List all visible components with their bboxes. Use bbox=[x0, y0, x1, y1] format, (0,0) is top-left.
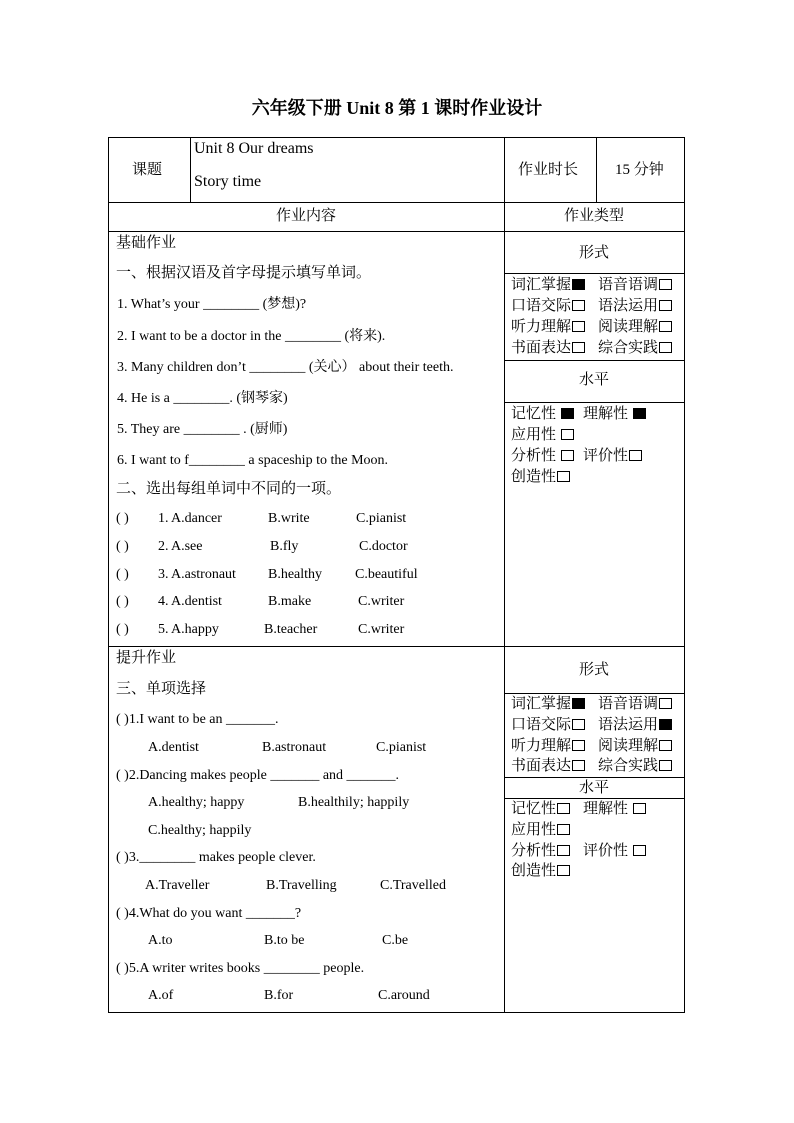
fill-item: 5. They are ________ . (厨师) bbox=[117, 422, 288, 437]
fill-item: 1. What’s your ________ (梦想)? bbox=[117, 297, 307, 312]
level-option-analysis[interactable]: 分析性 bbox=[511, 447, 574, 465]
form-option-reading[interactable]: 阅读理解 bbox=[598, 737, 672, 755]
checkbox[interactable] bbox=[572, 719, 585, 730]
form-option-grammar[interactable]: 语法运用 bbox=[598, 716, 672, 734]
story-title: Story time bbox=[194, 173, 262, 190]
duration-label: 作业时长 bbox=[518, 162, 579, 178]
checkbox[interactable] bbox=[557, 471, 570, 482]
unit-title: Unit 8 Our dreams bbox=[194, 140, 314, 157]
form-option-listening[interactable]: 听力理解 bbox=[511, 318, 585, 336]
level-option-memory[interactable]: 记忆性 bbox=[511, 405, 574, 423]
level-option-application[interactable]: 应用性 bbox=[511, 821, 570, 839]
checkbox[interactable] bbox=[572, 300, 585, 311]
checkbox[interactable] bbox=[659, 342, 672, 353]
level-label: 水平 bbox=[578, 372, 609, 388]
form-option-reading[interactable]: 阅读理解 bbox=[598, 318, 672, 336]
form-option-listening[interactable]: 听力理解 bbox=[511, 737, 585, 755]
mc-option: C.Travelled bbox=[380, 878, 446, 893]
checkbox-checked[interactable] bbox=[659, 719, 672, 730]
type-column-header: 作业类型 bbox=[563, 208, 624, 224]
level-option-application[interactable]: 应用性 bbox=[511, 426, 574, 444]
mc-option: B.Travelling bbox=[266, 878, 337, 893]
form-option-practice[interactable]: 综合实践 bbox=[598, 339, 672, 357]
mc-option: B.to be bbox=[264, 933, 305, 948]
form-option-writing[interactable]: 书面表达 bbox=[511, 339, 585, 357]
form-option-grammar[interactable]: 语法运用 bbox=[598, 297, 672, 315]
checkbox-checked[interactable] bbox=[561, 408, 574, 419]
mc-option: B.astronaut bbox=[262, 740, 327, 755]
mc-question: ( )1.I want to be an _______. bbox=[116, 712, 279, 727]
level-option-memory[interactable]: 记忆性 bbox=[511, 800, 570, 818]
mc-question: ( )5.A writer writes books ________ people. bbox=[116, 961, 365, 976]
form-label: 形式 bbox=[578, 245, 609, 261]
mc-option: B.healthily; happily bbox=[298, 795, 410, 810]
mc-question: ( )4.What do you want _______? bbox=[116, 906, 302, 921]
form-option-pronunciation[interactable]: 语音语调 bbox=[598, 276, 672, 294]
level-option-creation[interactable]: 创造性 bbox=[511, 468, 570, 486]
level-option-creation[interactable]: 创造性 bbox=[511, 862, 570, 880]
checkbox[interactable] bbox=[572, 760, 585, 771]
checkbox[interactable] bbox=[557, 803, 570, 814]
section-3-title: 三、单项选择 bbox=[116, 681, 207, 697]
checkbox[interactable] bbox=[561, 429, 574, 440]
duration-value: 15 分钟 bbox=[615, 162, 664, 178]
checkbox[interactable] bbox=[633, 803, 646, 814]
mc-option: A.Traveller bbox=[145, 878, 210, 893]
mc-question: ( )3.________ makes people clever. bbox=[116, 850, 316, 865]
checkbox[interactable] bbox=[572, 321, 585, 332]
form-option-pronunciation[interactable]: 语音语调 bbox=[598, 695, 672, 713]
level-option-evaluation[interactable]: 评价性 bbox=[583, 842, 646, 860]
level-label: 水平 bbox=[578, 780, 609, 796]
section-2-title: 二、选出每组单词中不同的一项。 bbox=[116, 481, 342, 497]
mc-option: A.of bbox=[148, 988, 174, 1003]
checkbox[interactable] bbox=[659, 740, 672, 751]
level-option-analysis[interactable]: 分析性 bbox=[511, 842, 570, 860]
form-label: 形式 bbox=[578, 662, 609, 678]
mc-option: A.dentist bbox=[148, 740, 199, 755]
checkbox[interactable] bbox=[633, 845, 646, 856]
level-option-understanding[interactable]: 理解性 bbox=[583, 405, 646, 423]
checkbox[interactable] bbox=[659, 279, 672, 290]
mc-question: ( )2.Dancing makes people _______ and _______. bbox=[116, 768, 400, 783]
mc-option: A.healthy; happy bbox=[148, 795, 245, 810]
checkbox[interactable] bbox=[557, 845, 570, 856]
form-option-practice[interactable]: 综合实践 bbox=[598, 757, 672, 775]
form-option-oral[interactable]: 口语交际 bbox=[511, 716, 585, 734]
form-option-writing[interactable]: 书面表达 bbox=[511, 757, 585, 775]
checkbox[interactable] bbox=[659, 760, 672, 771]
checkbox-checked[interactable] bbox=[572, 279, 585, 290]
level-option-understanding[interactable]: 理解性 bbox=[583, 800, 646, 818]
checkbox[interactable] bbox=[561, 450, 574, 461]
checkbox[interactable] bbox=[659, 300, 672, 311]
checkbox[interactable] bbox=[659, 698, 672, 709]
checkbox-checked[interactable] bbox=[633, 408, 646, 419]
checkbox-checked[interactable] bbox=[572, 698, 585, 709]
mc-option: B.for bbox=[264, 988, 294, 1003]
checkbox[interactable] bbox=[557, 824, 570, 835]
fill-item: 6. I want to f________ a spaceship to the Moon. bbox=[117, 453, 389, 468]
mc-option: A.to bbox=[148, 933, 173, 948]
page-title: 六年级下册 Unit 8 第 1 课时作业设计 bbox=[251, 98, 543, 118]
checkbox[interactable] bbox=[557, 865, 570, 876]
advanced-heading: 提升作业 bbox=[116, 650, 177, 666]
level-option-evaluation[interactable]: 评价性 bbox=[583, 447, 642, 465]
checkbox[interactable] bbox=[629, 450, 642, 461]
fill-item: 3. Many children don’t ________ (关心） about their teeth. bbox=[117, 360, 454, 375]
fill-item: 2. I want to be a doctor in the ________ (将来). bbox=[117, 329, 386, 344]
mc-option: C.healthy; happily bbox=[148, 823, 252, 838]
fill-item: 4. He is a ________. (钢琴家) bbox=[117, 391, 288, 406]
checkbox[interactable] bbox=[659, 321, 672, 332]
basic-heading: 基础作业 bbox=[116, 235, 177, 251]
form-option-vocabulary[interactable]: 词汇掌握 bbox=[511, 695, 585, 713]
keti-label: 课题 bbox=[132, 162, 163, 178]
mc-option: C.be bbox=[382, 933, 409, 948]
checkbox[interactable] bbox=[572, 342, 585, 353]
content-column-header: 作业内容 bbox=[275, 208, 336, 224]
checkbox[interactable] bbox=[572, 740, 585, 751]
mc-option: C.around bbox=[378, 988, 430, 1003]
form-option-vocabulary[interactable]: 词汇掌握 bbox=[511, 276, 585, 294]
form-option-oral[interactable]: 口语交际 bbox=[511, 297, 585, 315]
mc-option: C.pianist bbox=[376, 740, 427, 755]
section-1-title: 一、根据汉语及首字母提示填写单词。 bbox=[116, 265, 372, 281]
